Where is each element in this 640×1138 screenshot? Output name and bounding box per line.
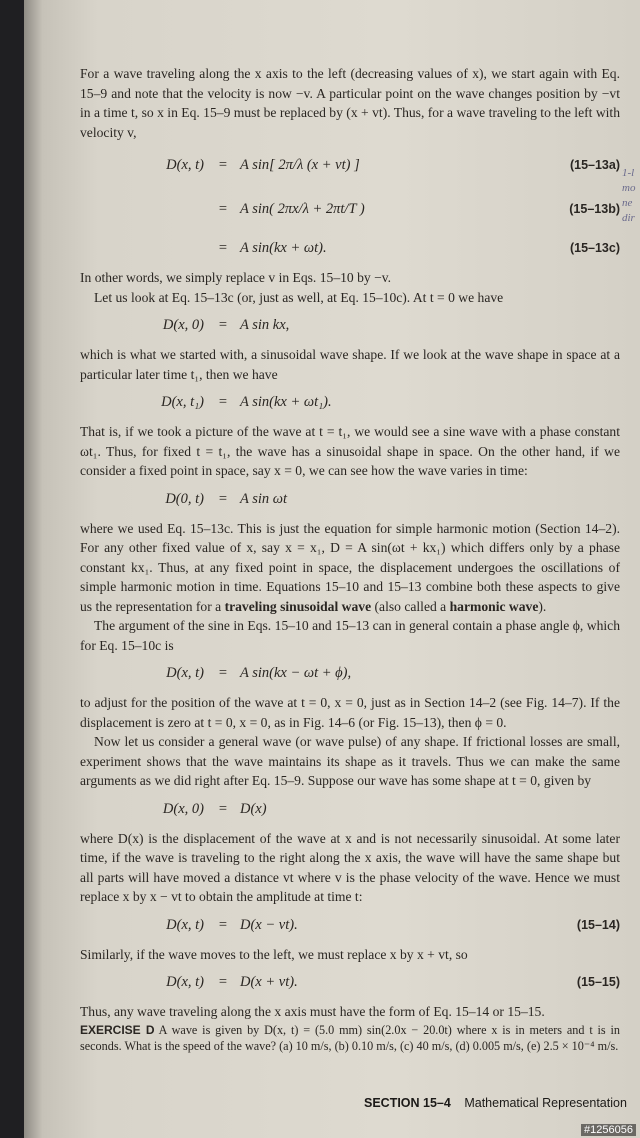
equation-rhs: A sin( 2πx/λ + 2πt/T ) — [240, 201, 365, 218]
equals-sign: = — [218, 394, 228, 411]
equation-phase — [80, 659, 620, 689]
equals-sign: = — [218, 157, 228, 174]
equation-lhs: D(x, t) — [166, 974, 204, 991]
equals-sign: = — [218, 201, 228, 218]
paragraph: That is, if we took a picture of the wave at t = t₁, we would see a sine wave with a phase constant ωt₁. Thus, for fixed t = t₁, the wave has a sinusoidal shape in space. On the other hand, if we consider a fixed point in space, say x = 0, we can see how the wave varies in time: — [80, 424, 620, 478]
equation-rhs: D(x + vt). — [240, 974, 298, 991]
equation-rhs: A sin kx, — [240, 317, 290, 334]
page-footer — [364, 1096, 640, 1110]
equation-rhs: A sin[ 2π/λ (x + vt) ] — [240, 157, 360, 174]
equation-15-13b — [80, 190, 620, 230]
paragraph: Let us look at Eq. 15–13c (or, just as well, at Eq. 15–10c). At t = 0 we have — [94, 289, 504, 305]
equation-number: (15–13c) — [569, 241, 620, 256]
exercise-text: A wave is given by D(x, t) = (5.0 mm) sin(2.0x − 20.0t) where x is in meters and t is in seconds. What is the speed of the wave? (a) 10 m/s, (b) 0.10 m/s, (c) 40 m/s, (d) 0.005 m/s, (e) 2.5 × 10⁻⁴ m/s. — [80, 1022, 620, 1053]
equation-15-14 — [80, 911, 620, 941]
footer-section: SECTION 15–4 — [364, 1096, 451, 1110]
equals-sign: = — [218, 665, 228, 682]
equation-number: (15–13b) — [569, 202, 620, 217]
equation-d-x-t1 — [80, 388, 620, 418]
paragraph: where D(x) is the displacement of the wave at x and is not necessarily sinusoidal. At some later time, if the wave is traveling to the right along the x axis, the wave will have the same shape but all parts will have moved a distance vt where v is the phase velocity of the wave. Hence we must replace x by x − vt to obtain the amplitude at time t: — [80, 830, 620, 904]
paragraph-text: where we used Eq. 15–13c. This is just the equation for simple harmonic motion (Section 14–2). For any other fixed value of x, say x = x₁, D = A sin(ωt + kx₁) which differs only by a phase constant kx₁. Thus, at any fixed point in space, the displacement undergoes the oscillations of simple harmonic motion in time. Equations 15–10 and 15–13 combine both these aspects to give us the representation for a — [80, 520, 620, 614]
paragraph: Now let us consider a general wave (or wave pulse) of any shape. If frictional losses are small, experiment shows that the wave maintains its shape as it travels. Thus we can make the same arguments as we did right after Eq. 15–9. Suppose our wave has some shape at t = 0, given by — [80, 734, 620, 788]
margin-note-line: ne — [622, 197, 633, 209]
equation-rhs: D(x) — [240, 800, 267, 817]
equation-d-x-0 — [80, 311, 620, 341]
equation-rhs: A sin(kx − ωt + ϕ), — [240, 665, 352, 682]
equation-rhs: A sin(kx + ωt). — [240, 240, 327, 257]
term-traveling-sinusoidal-wave: traveling sinusoidal wave — [224, 598, 372, 614]
image-id-watermark: #1256056 — [581, 1124, 636, 1136]
equation-rhs: A sin(kx + ωt₁). — [240, 394, 332, 411]
book-page — [24, 0, 640, 1138]
equation-lhs: D(x, t) — [166, 665, 204, 682]
paragraph: which is what we started with, a sinusoidal wave shape. If we look at the wave shape in space at a particular later time t₁, then we have — [80, 347, 620, 382]
paragraph: In other words, we simply replace v in Eqs. 15–10 by −v. — [80, 270, 392, 285]
equation-15-15 — [80, 968, 620, 998]
equation-rhs: A sin ωt — [240, 490, 288, 507]
equation-lhs: D(x, 0) — [162, 800, 204, 817]
paragraph-text: (also called a — [371, 598, 450, 614]
equation-lhs: D(x, 0) — [162, 317, 204, 334]
equation-lhs: D(x, t₁) — [161, 394, 204, 411]
term-harmonic-wave: harmonic wave — [449, 598, 539, 614]
equation-number: (15–13a) — [569, 158, 620, 173]
margin-note-line: mo — [622, 182, 636, 194]
margin-note-line: dir — [622, 212, 635, 224]
equation-number: (15–14) — [576, 917, 620, 932]
footer-title: Mathematical Representation — [464, 1096, 627, 1110]
margin-note-line: 1-l — [622, 167, 635, 179]
equation-lhs: D(x, t) — [166, 157, 204, 174]
equation-d-0-t — [80, 485, 620, 515]
paragraph: Similarly, if the wave moves to the left, we must replace x by x + vt, so — [80, 946, 468, 962]
equation-number: (15–15) — [576, 975, 620, 990]
equation-general-shape — [80, 795, 620, 825]
paragraph: The argument of the sine in Eqs. 15–10 and 15–13 can in general contain a phase angle ϕ, which for Eq. 15–10c is — [80, 618, 620, 653]
paragraph-text: ). — [538, 598, 547, 614]
exercise-d — [80, 1022, 620, 1054]
equation-15-13a — [80, 146, 620, 186]
equation-lhs: D(0, t) — [165, 490, 204, 507]
equation-15-13c — [80, 234, 620, 264]
equals-sign: = — [218, 800, 228, 817]
equals-sign: = — [218, 974, 228, 991]
paragraph: to adjust for the position of the wave at t = 0, x = 0, just as in Section 14–2 (see Fig. 14–7). If the displacement is zero at t = 0, x = 0, as in Fig. 14–6 (or Fig. 15–13), then ϕ = 0. — [80, 695, 620, 730]
exercise-label: EXERCISE D — [80, 1022, 155, 1037]
equals-sign: = — [218, 916, 228, 933]
paragraph: For a wave traveling along the x axis to the left (decreasing values of x), we start again with Eq. 15–9 and note that the velocity is now −v. A particular point on the wave changes position by −vt in a time t, so x in Eq. 15–9 must be replaced by (x + vt). Thus, for a wave traveling to the left with velocity v, — [80, 66, 620, 140]
paragraph — [80, 519, 620, 617]
equals-sign: = — [218, 317, 228, 334]
text-column — [80, 64, 620, 1054]
paragraph: Thus, any wave traveling along the x axis must have the form of Eq. 15–14 or 15–15. — [80, 1004, 545, 1019]
equation-rhs: D(x − vt). — [240, 916, 298, 933]
equation-lhs: D(x, t) — [166, 916, 204, 933]
equals-sign: = — [218, 490, 228, 507]
equals-sign: = — [218, 240, 228, 257]
margin-note — [622, 166, 640, 226]
